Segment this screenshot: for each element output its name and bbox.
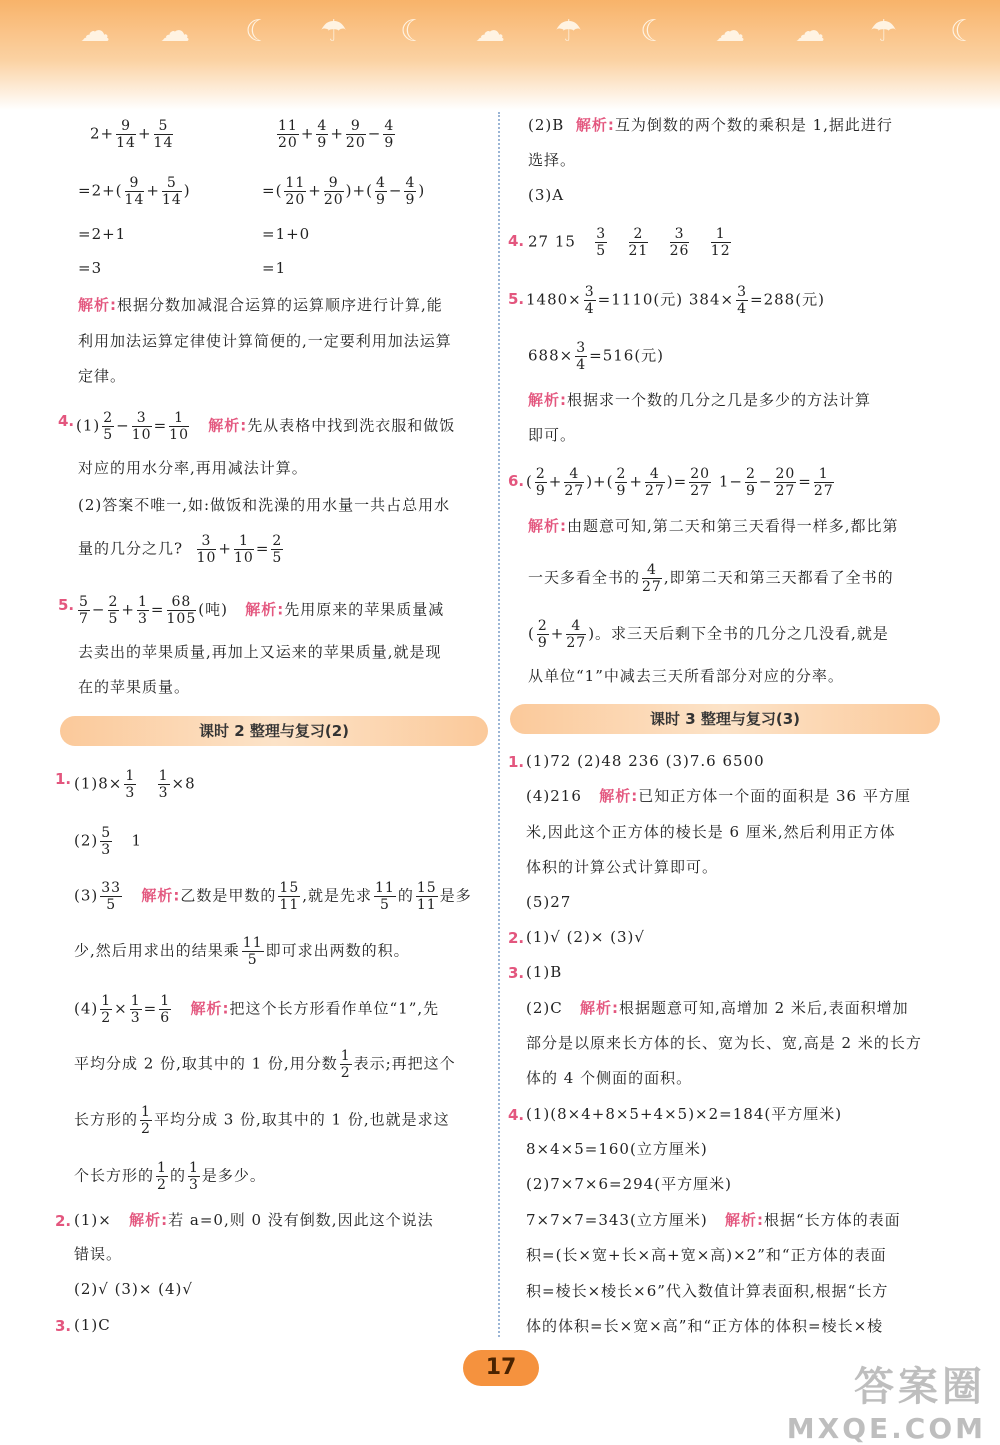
s3-q1-line5: (5)27 xyxy=(526,893,572,911)
calc-a-line3: =2+1 xyxy=(78,225,127,243)
q5-line3: 在的苹果质量。 xyxy=(78,678,191,696)
calc-b-line3: =1+0 xyxy=(262,225,311,243)
s3-q4-line4: 7×7×7=343(立方厘米) 解析:根据“长方体的表面 xyxy=(526,1211,901,1229)
s2-q3-line1: (1)C xyxy=(74,1316,111,1334)
r-q6-number: 6. xyxy=(508,472,525,490)
r-q4-line: 27 15 $\frac{3}{5}$ $\frac{2}{21}$ $\frac{3}{26}$ $\frac{1}{12}$ xyxy=(528,226,731,259)
moon-icon: ☾ xyxy=(245,14,272,49)
watermark xyxy=(787,1355,986,1445)
r-q6-analysis-line1: 解析:由题意可知,第二天和第三天看得一样多,都比第 xyxy=(528,517,899,535)
s3-q4-line5: 积=(长×宽+长×高+宽×高)×2”和“正方体的表面 xyxy=(526,1246,887,1264)
s3-q2-line: (1)√ (2)× (3)√ xyxy=(526,928,645,946)
watermark-line1: 答案圈 xyxy=(854,1364,986,1410)
q3-analysis-line2: 利用加法运算定律使计算简便的,一定要利用加法运算 xyxy=(78,332,452,350)
s3-q4-line1: (1)(8×4+8×5+4×5)×2=184(平方厘米) xyxy=(526,1105,843,1123)
s2-q1-part4-line2: 平均分成 2 份,取其中的 1 份,用分数 $\frac{1}{2}$ 表示;再把这个 xyxy=(74,1048,456,1081)
s3-q4-line7: 体的体积=长×宽×高”和“正方体的体积=棱长×棱 xyxy=(526,1317,884,1335)
s3-q3-line2: (2)C 解析:根据题意可知,高增加 2 米后,表面积增加 xyxy=(526,999,909,1017)
calc-b-line2: =( $\frac{11}{20}$ + $\frac{9}{20}$ )+( $\frac{4}{9}$ − $\frac{4}{9}$ ) xyxy=(262,175,426,208)
s2-q1-part3-line1: (3) $\frac{33}{5}$ 解析:乙数是甲数的 $\frac{15}{11}$ ,就是先求 $\frac{11}{5}$ 的 $\frac{15}{11}$ 是多 xyxy=(74,880,472,913)
r-q6-equation: ( $\frac{2}{9}$ + $\frac{4}{27}$ )+( $\frac{2}{9}$ + $\frac{4}{27}$ )= $\frac{20}{27}$ 1− $\frac{2}{9}$ − $\frac{20}{27}$ = $\frac{1}{27}$ xyxy=(526,466,834,499)
s3-q2-number: 2. xyxy=(508,929,525,947)
r-q6-analysis-line4: 从单位“1”中减去三天所看部分对应的分率。 xyxy=(528,667,844,685)
s2-q2-line3: (2)√ (3)× (4)√ xyxy=(74,1280,193,1298)
s2-q1-part1: (1)8× $\frac{1}{3}$ $\frac{1}{3}$ ×8 xyxy=(74,768,196,801)
q4-line3: (2)答案不唯一,如:做饭和洗澡的用水量一共占总用水 xyxy=(78,496,451,514)
r-part3: (3)A xyxy=(528,186,565,204)
s3-q3-line3: 部分是以原来长方体的长、宽为长、宽,高是 2 米的长方 xyxy=(526,1034,922,1052)
s2-q1-part4-line1: (4) $\frac{1}{2}$ × $\frac{1}{3}$ = $\frac{1}{6}$ 解析:把这个长方形看作单位“1”,先 xyxy=(74,993,440,1026)
r-q5-analysis-line1: 解析:根据求一个数的几分之几是多少的方法计算 xyxy=(528,391,872,409)
cloud-rain-icon: ☂ xyxy=(320,14,347,49)
cloud-icon: ☁ xyxy=(160,14,190,49)
r-q4-number: 4. xyxy=(508,232,525,250)
cloud-rain-icon: ☁ xyxy=(475,14,505,49)
q5-number: 5. xyxy=(58,596,75,614)
r-q5-analysis-line2: 即可。 xyxy=(528,426,577,444)
r-q5-number: 5. xyxy=(508,290,525,308)
top-banner xyxy=(0,0,1000,110)
calc-a-line2: =2+( $\frac{9}{14}$ + $\frac{5}{14}$ ) xyxy=(78,175,191,208)
q5-line2: 去卖出的苹果质量,再加上又运来的苹果质量,就是现 xyxy=(78,643,442,661)
moon-icon: ☾ xyxy=(400,14,427,49)
s3-q4-number: 4. xyxy=(508,1106,525,1124)
s2-q1-part4-line3: 长方形的 $\frac{1}{2}$ 平均分成 3 份,取其中的 1 份,也就是求这 xyxy=(74,1104,450,1137)
s2-q3-number: 3. xyxy=(55,1317,72,1335)
cloud-rain-icon: ☁ xyxy=(80,14,110,49)
s3-q4-line3: (2)7×7×6=294(平方厘米) xyxy=(526,1175,732,1193)
column-divider xyxy=(498,112,500,1337)
calc-b-line4: =1 xyxy=(262,259,287,277)
r-q6-analysis-line3: ( $\frac{2}{9}$ + $\frac{4}{27}$ )。求三天后剩下全书的几分之几没看,就是 xyxy=(528,618,889,651)
s3-q1-line1: (1)72 (2)48 236 (3)7.6 6500 xyxy=(526,752,765,770)
q4-line4: 量的几分之几? $\frac{3}{10}$ + $\frac{1}{10}$ = $\frac{2}{5}$ xyxy=(78,533,283,566)
cloud-rain-icon: ☂ xyxy=(870,14,897,49)
s3-q1-line3: 米,因此这个正方体的棱长是 6 厘米,然后利用正方体 xyxy=(526,823,896,841)
q4-number: 4. xyxy=(58,412,75,430)
s3-q1-number: 1. xyxy=(508,753,525,771)
s2-q2-number: 2. xyxy=(55,1212,72,1230)
moon-icon: ☾ xyxy=(950,14,977,49)
r-part2-line1: (2)B 解析:互为倒数的两个数的乘积是 1,据此进行 xyxy=(528,116,893,134)
r-part2-line2: 选择。 xyxy=(528,151,577,169)
cloud-rain-icon: ☁ xyxy=(715,14,745,49)
s2-q2-line2: 错误。 xyxy=(74,1245,123,1263)
s2-q1-number: 1. xyxy=(55,770,72,788)
s3-q1-line2: (4)216 解析:已知正方体一个面的面积是 36 平方厘 xyxy=(526,787,911,805)
s3-q1-line4: 体积的计算公式计算即可。 xyxy=(526,858,719,876)
s2-q1-part4-line4: 个长方形的 $\frac{1}{2}$ 的 $\frac{1}{3}$ 是多少。 xyxy=(74,1160,266,1193)
section-header-lesson-2: 课时 2 整理与复习(2) xyxy=(60,716,488,746)
watermark-line2: MXQE.COM xyxy=(786,1412,986,1445)
cloud-icon: ☁ xyxy=(795,14,825,49)
calc-b-line1: $\frac{11}{20}$ + $\frac{4}{9}$ + $\frac{9}{20}$ − $\frac{4}{9}$ xyxy=(278,118,395,151)
q3-analysis-line3: 定律。 xyxy=(78,367,127,385)
s2-q1-part2: (2) $\frac{5}{3}$ 1 xyxy=(74,825,143,858)
q4-line2: 对应的用水分率,再用减法计算。 xyxy=(78,459,308,477)
s3-q4-line2: 8×4×5=160(立方厘米) xyxy=(526,1140,708,1158)
section-header-lesson-3: 课时 3 整理与复习(3) xyxy=(510,704,940,734)
page-number: 17 xyxy=(463,1350,539,1386)
q5-line1: $\frac{5}{7}$ − $\frac{2}{5}$ + $\frac{1}{3}$ = $\frac{68}{105}$ (吨) 解析:先用原来的苹果质量减 xyxy=(79,594,445,627)
s2-q2-line1: (1)× 解析:若 a=0,则 0 没有倒数,因此这个说法 xyxy=(74,1211,434,1229)
s3-q3-line1: (1)B xyxy=(526,963,563,981)
s3-q3-line4: 体的 4 个侧面的面积。 xyxy=(526,1069,693,1087)
calc-a-line4: =3 xyxy=(78,259,103,277)
s2-q1-part3-line2: 少,然后用求出的结果乘 $\frac{11}{5}$ 即可求出两数的积。 xyxy=(74,935,410,968)
s3-q3-number: 3. xyxy=(508,964,525,982)
calc-a-line1: 2+ $\frac{9}{14}$ + $\frac{5}{14}$ xyxy=(90,118,174,151)
s3-q4-line6: 积=棱长×棱长×6”代入数值计算表面积,根据“长方 xyxy=(526,1282,889,1300)
r-q6-analysis-line2: 一天多看全书的 $\frac{4}{27}$ ,即第二天和第三天都看了全书的 xyxy=(528,562,894,595)
r-q5-line1: 1480× $\frac{3}{4}$ =1110(元) 384× $\frac{3}{4}$ =288(元) xyxy=(526,284,825,317)
q4-line1: (1) $\frac{2}{5}$ − $\frac{3}{10}$ = $\frac{1}{10}$ 解析:先从表格中找到洗衣服和做饭 xyxy=(76,410,456,443)
moon-icon: ☾ xyxy=(640,14,667,49)
q3-analysis-line1: 解析:根据分数加减混合运算的运算顺序进行计算,能 xyxy=(78,296,443,314)
r-q5-line2: 688× $\frac{3}{4}$ =516(元) xyxy=(528,340,665,373)
cloud-rain-icon: ☂ xyxy=(555,14,582,49)
